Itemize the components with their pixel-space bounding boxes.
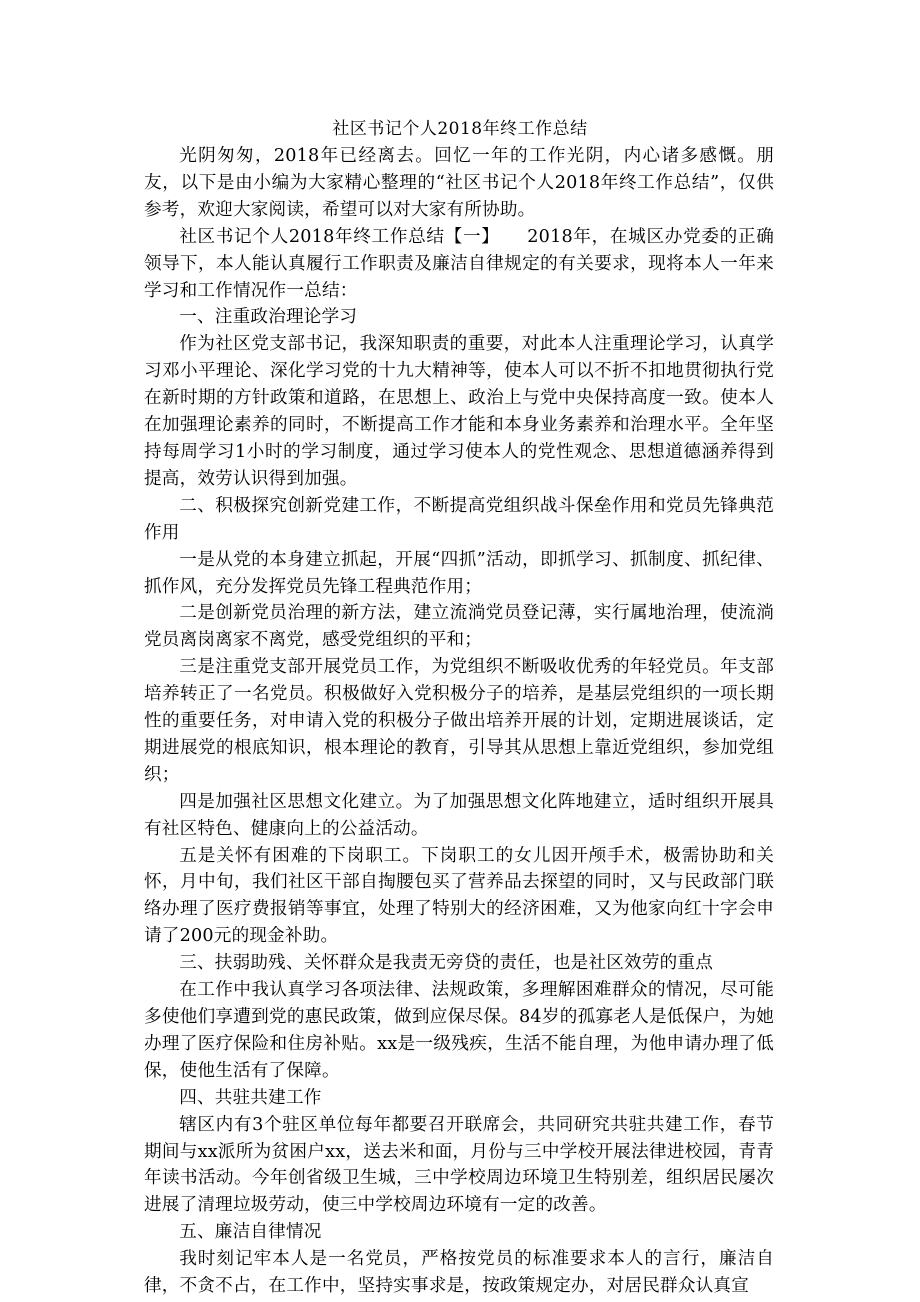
document-body bbox=[144, 143, 774, 1300]
section-heading-1: 一、注重政治理论学习 bbox=[179, 307, 358, 328]
section-heading-3: 三、扶弱助残、关怀群众是我责无旁贷的责任，也是社区效劳的重点 bbox=[179, 953, 714, 974]
paragraph: 三是注重党支部开展党员工作，为党组织不断吸收优秀的年轻党员。年支部培养转正了一名党员。积极做好入党积极分子的培养，是基层党组织的一项长期性的重要任务，对申请入党的积极分子做出培养开展的计划，定期进展谈话，定期进展党的根底知识，根本理论的教育，引导其从思想上靠近党组织，参加党组织； bbox=[144, 657, 774, 785]
section-heading-2: 二、积极探究创新党建工作，不断提高党组织战斗保垒作用和党员先锋典范作用 bbox=[144, 495, 774, 543]
paragraph-part-one-opening: 社区书记个人2018年终工作总结【一】 2018年，在城区办党委的正确领导下，本人能认真履行工作职责及廉洁自律规定的有关要求，现将本人一年来学习和工作情况作一总结： bbox=[144, 226, 774, 301]
paragraph: 一是从党的本身建立抓起，开展“四抓”活动，即抓学习、抓制度、抓纪律、抓作风，充分发挥党员先锋工程典范作用； bbox=[144, 549, 774, 597]
paragraph: 我时刻记牢本人是一名党员，严格按党员的标准要求本人的言行，廉洁自律，不贪不占，在工作中，坚持实事求是，按政策规定办，对居民群众认真宣 bbox=[144, 1249, 774, 1297]
paragraph-intro: 光阴匆匆，2018年已经离去。回忆一年的工作光阴，内心诸多感慨。朋友，以下是由小编为大家精心整理的“社区书记个人2018年终工作总结”，仅供参考，欢迎大家阅读，希望可以对大家有所协助。 bbox=[144, 146, 774, 220]
paragraph: 辖区内有3个驻区单位每年都要召开联席会，共同研究共驻共建工作，春节期间与xx派所为贫困户xx，送去米和面，月份与三中学校开展法律进校园，青青年读书活动。今年创省级卫生城，三中学校周边环境卫生特别差，组织居民屡次进展了清理垃圾劳动，使三中学校周边环境有一定的改善。 bbox=[144, 1114, 774, 1216]
paragraph: 四是加强社区思想文化建立。为了加强思想文化阵地建立，适时组织开展具有社区特色、健康向上的公益活动。 bbox=[144, 791, 774, 839]
paragraph: 二是创新党员治理的新方法，建立流淌党员登记薄，实行属地治理，使流淌党员离岗离家不离党，感受党组织的平和； bbox=[144, 603, 774, 651]
paragraph: 五是关怀有困难的下岗职工。下岗职工的女儿因开颅手术，极需协助和关怀，月中旬，我们社区干部自掏腰包买了营养品去探望的同时，又与民政部门联络办理了医疗费报销等事宜，处理了特别大的经济困难，又为他家向红十字会申请了200元的现金补助。 bbox=[144, 845, 774, 947]
paragraph: 在工作中我认真学习各项法律、法规政策，多理解困难群众的情况，尽可能多使他们享遭到党的惠民政策，做到应保尽保。84岁的孤寡老人是低保户，为她办理了医疗保险和住房补贴。xx是一级残疾，生活不能自理，为他申请办理了低保，使他生活有了保障。 bbox=[144, 980, 774, 1081]
paragraph: 作为社区党支部书记，我深知职责的重要，对此本人注重理论学习，认真学习邓小平理论、深化学习党的十九大精神等，使本人可以不折不扣地贯彻执行党在新时期的方针政策和道路，在思想上、政治上与党中央保持高度一致。使本人在加强理论素养的同时，不断提高工作才能和本身业务素养和治理水平。全年坚持每周学习1小时的学习制度，通过学习使本人的党性观念、思想道德涵养得到提高，效劳认识得到加强。 bbox=[144, 334, 774, 489]
section-heading-5: 五、廉洁自律情况 bbox=[179, 1222, 322, 1243]
document-title: 社区书记个人2018年终工作总结 bbox=[332, 119, 588, 139]
section-heading-4: 四、共驻共建工作 bbox=[179, 1087, 322, 1108]
